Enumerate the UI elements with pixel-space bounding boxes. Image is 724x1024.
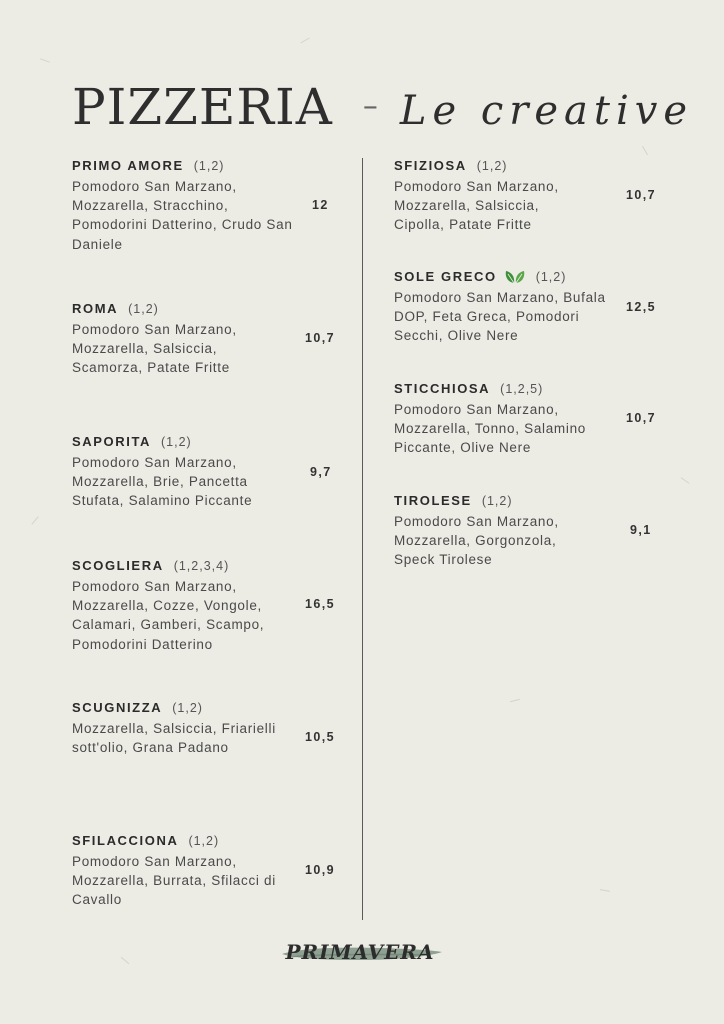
menu-item-sticchiosa	[394, 381, 616, 458]
menu-item-sole-greco	[394, 269, 616, 346]
item-description: Pomodoro San Marzano, Mozzarella, Salsiccia, Cipolla, Patate Fritte	[394, 179, 559, 233]
menu-item-scugnizza	[72, 700, 287, 757]
vegetarian-leaf-icon	[504, 270, 526, 284]
item-name: SAPORITA	[72, 434, 152, 449]
item-name: PRIMO AMORE	[72, 158, 184, 173]
item-description: Pomodoro San Marzano, Mozzarella, Gorgonzola, Speck Tirolese	[394, 514, 559, 568]
item-price: 12	[312, 198, 329, 212]
item-description: Pomodoro San Marzano, Mozzarella, Stracchino, Pomodorini Datterino, Crudo San Daniele	[72, 179, 293, 252]
item-name: ROMA	[72, 301, 119, 316]
item-description: Pomodoro San Marzano, Mozzarella, Brie, Pancetta Stufata, Salamino Piccante	[72, 455, 253, 509]
item-allergen-codes: (1,2)	[535, 270, 567, 284]
item-name: SOLE GRECO	[394, 269, 497, 284]
item-name: SCUGNIZZA	[72, 700, 163, 715]
menu-item-roma	[72, 301, 287, 378]
item-allergen-codes: (1,2)	[128, 302, 159, 316]
item-description: Mozzarella, Salsiccia, Friarielli sott'olio, Grana Padano	[72, 721, 276, 756]
page-title: PIZZERIA	[72, 78, 333, 136]
item-price: 10,7	[626, 411, 656, 425]
item-name: SFILACCIONA	[72, 833, 179, 848]
brand-logo	[280, 938, 444, 966]
item-description: Pomodoro San Marzano, Mozzarella, Tonno, Salamino Piccante, Olive Nere	[394, 402, 586, 456]
item-price: 16,5	[305, 597, 335, 611]
item-description: Pomodoro San Marzano, Mozzarella, Salsiccia, Scamorza, Patate Fritte	[72, 322, 237, 376]
item-allergen-codes: (1,2)	[481, 494, 513, 508]
item-allergen-codes: (1,2)	[172, 701, 203, 715]
item-description: Pomodoro San Marzano, Mozzarella, Cozze, Vongole, Calamari, Gamberi, Scampo, Pomodorini Datterino	[72, 579, 265, 652]
item-price: 9,1	[630, 523, 652, 537]
item-allergen-codes: (1,2)	[476, 159, 508, 173]
item-allergen-codes: (1,2)	[193, 159, 225, 173]
menu-item-scogliera	[72, 558, 294, 654]
menu-item-primo-amore	[72, 158, 304, 254]
item-description: Pomodoro San Marzano, Mozzarella, Burrata, Sfilacci di Cavallo	[72, 854, 276, 908]
title-separator: –	[362, 89, 378, 124]
menu-item-sfiziosa	[394, 158, 594, 235]
page-subtitle: Le creative	[399, 88, 694, 134]
item-allergen-codes: (1,2)	[161, 435, 192, 449]
item-allergen-codes: (1,2,3,4)	[173, 559, 230, 573]
menu-item-saporita	[72, 434, 287, 511]
item-price: 10,5	[305, 730, 335, 744]
item-name: SCOGLIERA	[72, 558, 164, 573]
item-name: SFIZIOSA	[394, 158, 467, 173]
item-price: 12,5	[626, 300, 656, 314]
item-price: 10,7	[626, 188, 656, 202]
item-allergen-codes: (1,2,5)	[500, 382, 544, 396]
item-description: Pomodoro San Marzano, Bufala DOP, Feta Greca, Pomodori Secchi, Olive Nere	[394, 290, 606, 344]
item-name: TIROLESE	[394, 493, 472, 508]
column-divider	[362, 158, 363, 920]
page-header	[72, 78, 693, 138]
item-allergen-codes: (1,2)	[188, 834, 220, 848]
menu-item-sfilacciona	[72, 833, 294, 910]
item-name: STICCHIOSA	[394, 381, 491, 396]
brand-name: PRIMAVERA	[285, 940, 435, 964]
item-price: 10,9	[305, 863, 335, 877]
menu-item-tirolese	[394, 493, 594, 570]
item-price: 10,7	[305, 331, 335, 345]
item-price: 9,7	[310, 465, 332, 479]
